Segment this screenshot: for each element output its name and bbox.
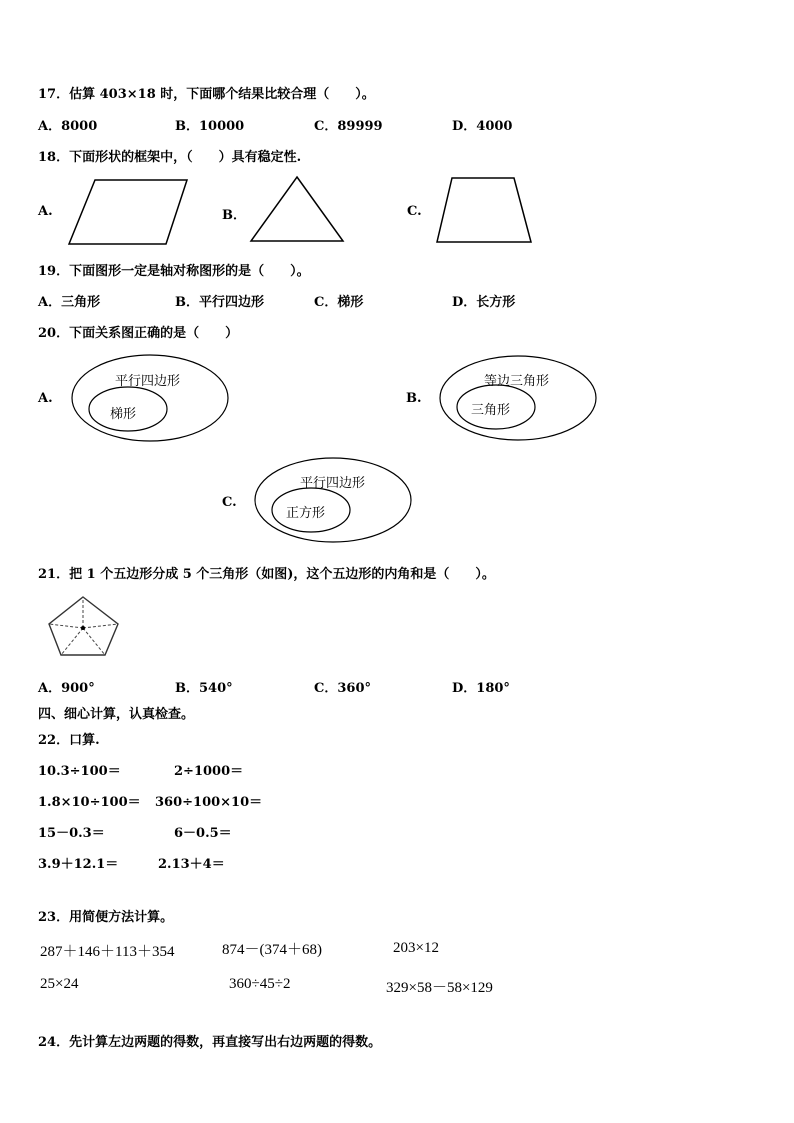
q21-option-c[interactable]: C．360° bbox=[314, 681, 371, 696]
q22-item: 15－0.3＝ bbox=[38, 826, 105, 841]
q17-option-a[interactable]: A．8000 bbox=[38, 119, 98, 134]
q19-option-b[interactable]: B．平行四边形 bbox=[175, 295, 264, 310]
question-20-stem: 20．下面关系图正确的是（ ） bbox=[38, 326, 239, 341]
venn-c-outer-label: 平行四边形 bbox=[300, 476, 366, 491]
venn-a-outer-label: 平行四边形 bbox=[115, 374, 181, 389]
q18-option-c[interactable]: C. bbox=[407, 204, 422, 219]
q19-option-d[interactable]: D．长方形 bbox=[452, 295, 516, 310]
question-21-stem: 21．把 1 个五边形分成 5 个三角形（如图)，这个五边形的内角和是（ ）。 bbox=[38, 567, 495, 582]
q23-item: 329×58－58×129 bbox=[386, 980, 493, 996]
q23-item: 360÷45÷2 bbox=[229, 976, 291, 992]
q22-item: 10.3÷100＝ bbox=[38, 764, 121, 779]
venn-b-outer-label: 等边三角形 bbox=[484, 374, 550, 389]
q23-item: 25×24 bbox=[40, 976, 79, 992]
q21-option-a[interactable]: A．900° bbox=[38, 681, 95, 696]
q23-item: 203×12 bbox=[393, 940, 439, 956]
q19-option-a[interactable]: A．三角形 bbox=[38, 295, 101, 310]
section-4-title: 四、细心计算，认真检查。 bbox=[38, 707, 195, 722]
q19-option-c[interactable]: C．梯形 bbox=[314, 295, 364, 310]
venn-c-inner-label: 正方形 bbox=[286, 506, 326, 521]
q20-option-b[interactable]: B. bbox=[406, 391, 422, 406]
question-19-stem: 19．下面图形一定是轴对称图形的是（ ）。 bbox=[38, 264, 310, 279]
question-18-stem: 18．下面形状的框架中，（ ）具有稳定性. bbox=[38, 150, 302, 165]
q17-option-c[interactable]: C．89999 bbox=[314, 119, 383, 134]
q17-option-b[interactable]: B．10000 bbox=[175, 119, 245, 134]
q21-option-b[interactable]: B．540° bbox=[175, 681, 233, 696]
venn-a-inner-label: 梯形 bbox=[110, 407, 137, 422]
q22-item: 2.13＋4＝ bbox=[158, 857, 225, 872]
q22-item: 2÷1000＝ bbox=[174, 764, 244, 779]
q22-item: 1.8×10÷100＝ bbox=[38, 795, 141, 810]
question-17-stem: 17．估算 403×18 时，下面哪个结果比较合理（ ）。 bbox=[38, 87, 375, 102]
q17-option-d[interactable]: D．4000 bbox=[452, 119, 513, 134]
q23-item: 287＋146＋113＋354 bbox=[40, 944, 175, 960]
q22-item: 6－0.5＝ bbox=[174, 826, 232, 841]
q23-item: 874－(374＋68) bbox=[222, 942, 322, 958]
question-22-stem: 22．口算. bbox=[38, 733, 100, 748]
q18-option-a[interactable]: A. bbox=[38, 204, 53, 219]
question-23-stem: 23．用简便方法计算。 bbox=[38, 910, 174, 925]
q21-option-d[interactable]: D．180° bbox=[452, 681, 510, 696]
q18-option-b[interactable]: B． bbox=[222, 208, 246, 223]
q20-option-c[interactable]: C. bbox=[222, 495, 237, 510]
q22-item: 3.9＋12.1＝ bbox=[38, 857, 119, 872]
venn-b-inner-label: 三角形 bbox=[471, 403, 511, 418]
question-24-stem: 24．先计算左边两题的得数，再直接写出右边两题的得数。 bbox=[38, 1035, 382, 1050]
q20-option-a[interactable]: A. bbox=[38, 391, 53, 406]
q22-item: 360÷100×10＝ bbox=[155, 795, 263, 810]
